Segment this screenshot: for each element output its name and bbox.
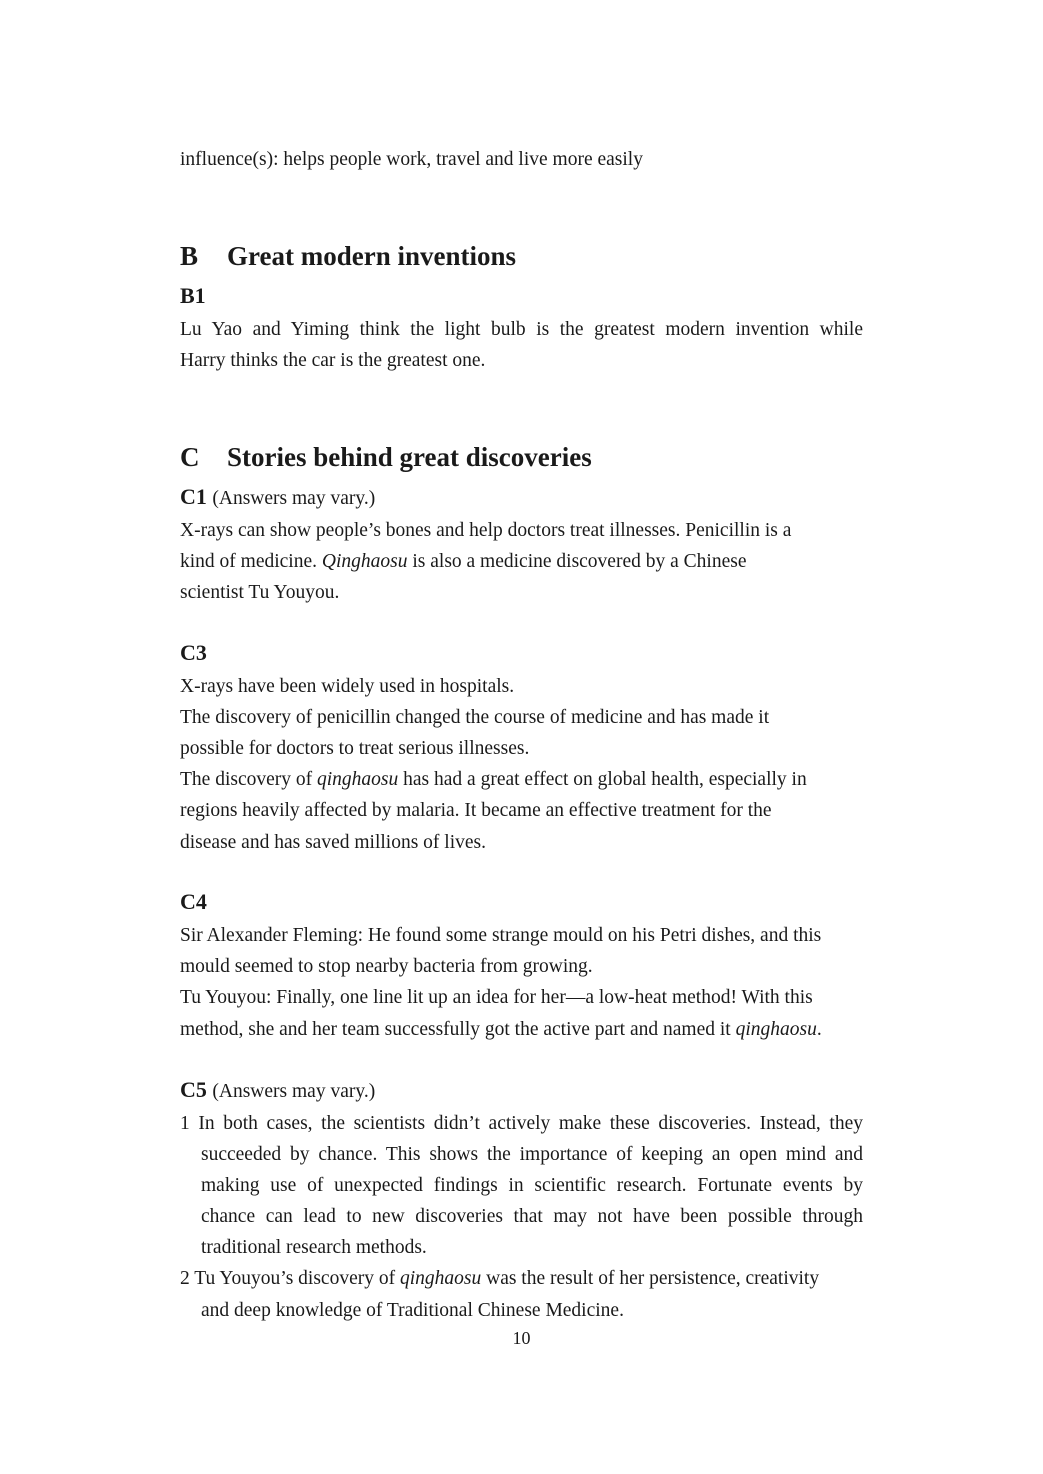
- c5-item-1-line-5: traditional research methods.: [201, 1237, 427, 1258]
- c1-line-1: X-rays can show people’s bones and help doctors treat illnesses. Penicillin is a: [180, 520, 792, 541]
- section-c-title: Stories behind great discoveries: [227, 442, 592, 472]
- c1-line-2-text-end: is also a medicine discovered by a Chinese: [407, 551, 747, 572]
- c5-label: C5: [180, 1077, 207, 1102]
- c1-note: (Answers may vary.): [212, 488, 376, 509]
- c3-line-3: possible for doctors to treat serious illnesses.: [180, 738, 530, 759]
- c3-line-4-text-end: has had a great effect on global health, especially in: [398, 769, 807, 790]
- c1-heading: [180, 484, 375, 510]
- c5-item-1-line-2: succeeded by chance. This shows the importance of keeping an open mind and: [201, 1144, 863, 1165]
- c4-line-4-text: method, she and her team successfully got the active part and named it: [180, 1019, 736, 1040]
- c4-line-3: Tu Youyou: Finally, one line lit up an idea for her—a low-heat method! With this: [180, 987, 813, 1008]
- c4-line-1: Sir Alexander Fleming: He found some strange mould on his Petri dishes, and this: [180, 925, 822, 946]
- c1-line-3: scientist Tu Youyou.: [180, 582, 340, 603]
- c5-item-2-line-1: [180, 1263, 819, 1294]
- c3-label: C3: [180, 640, 207, 665]
- section-b-heading: [180, 241, 516, 272]
- c3-line-4-text: The discovery of: [180, 769, 317, 790]
- c4-line-4: [180, 1014, 822, 1045]
- c3-line-4: [180, 764, 807, 795]
- c4-line-2: mould seemed to stop nearby bacteria from growing.: [180, 956, 593, 977]
- c5-item-2-line-2: and deep knowledge of Traditional Chinese Medicine.: [201, 1300, 624, 1321]
- c3-line-2: The discovery of penicillin changed the course of medicine and has made it: [180, 707, 770, 728]
- influence-line: influence(s): helps people work, travel and live more easily: [180, 149, 643, 170]
- c4-line-4-text-end: .: [816, 1019, 822, 1040]
- c4-label: C4: [180, 889, 207, 914]
- c3-line-5: regions heavily affected by malaria. It became an effective treatment for the: [180, 800, 772, 821]
- c5-italic-term: qinghaosu: [399, 1268, 482, 1289]
- c3-line-1: X-rays have been widely used in hospitals.: [180, 676, 515, 697]
- c5-note: (Answers may vary.): [212, 1081, 376, 1102]
- c5-item-2-text: 2 Tu Youyou’s discovery of: [180, 1268, 400, 1289]
- c3-line-6: disease and has saved millions of lives.: [180, 832, 486, 853]
- section-b-letter: B: [180, 241, 199, 271]
- c3-italic-term: qinghaosu: [317, 769, 399, 790]
- c1-italic-term: Qinghaosu: [321, 551, 408, 572]
- c1-line-2-text: kind of medicine.: [180, 551, 322, 572]
- c5-item-1-line-3: making use of unexpected findings in scientific research. Fortunate events by: [201, 1175, 863, 1196]
- c5-item-1-line-4: chance can lead to new discoveries that may not have been possible through: [201, 1206, 863, 1227]
- b1-line-2: Harry thinks the car is the greatest one.: [180, 350, 486, 371]
- page-number: 10: [512, 1328, 531, 1348]
- b1-line-1: Lu Yao and Yiming think the light bulb is the greatest modern invention while: [180, 319, 863, 340]
- b1-label: B1: [180, 283, 206, 308]
- c5-item-1-line-1: 1 In both cases, the scientists didn’t actively make these discoveries. Instead, they: [180, 1113, 863, 1134]
- section-c-heading: [180, 442, 592, 473]
- c4-italic-term: qinghaosu: [735, 1019, 817, 1040]
- c1-line-2: [180, 546, 746, 577]
- c5-heading: [180, 1077, 375, 1103]
- c5-item-2-text-end: was the result of her persistence, creativity: [481, 1268, 820, 1289]
- section-b-title: Great modern inventions: [227, 241, 516, 271]
- c1-label: C1: [180, 484, 207, 509]
- section-c-letter: C: [180, 442, 200, 472]
